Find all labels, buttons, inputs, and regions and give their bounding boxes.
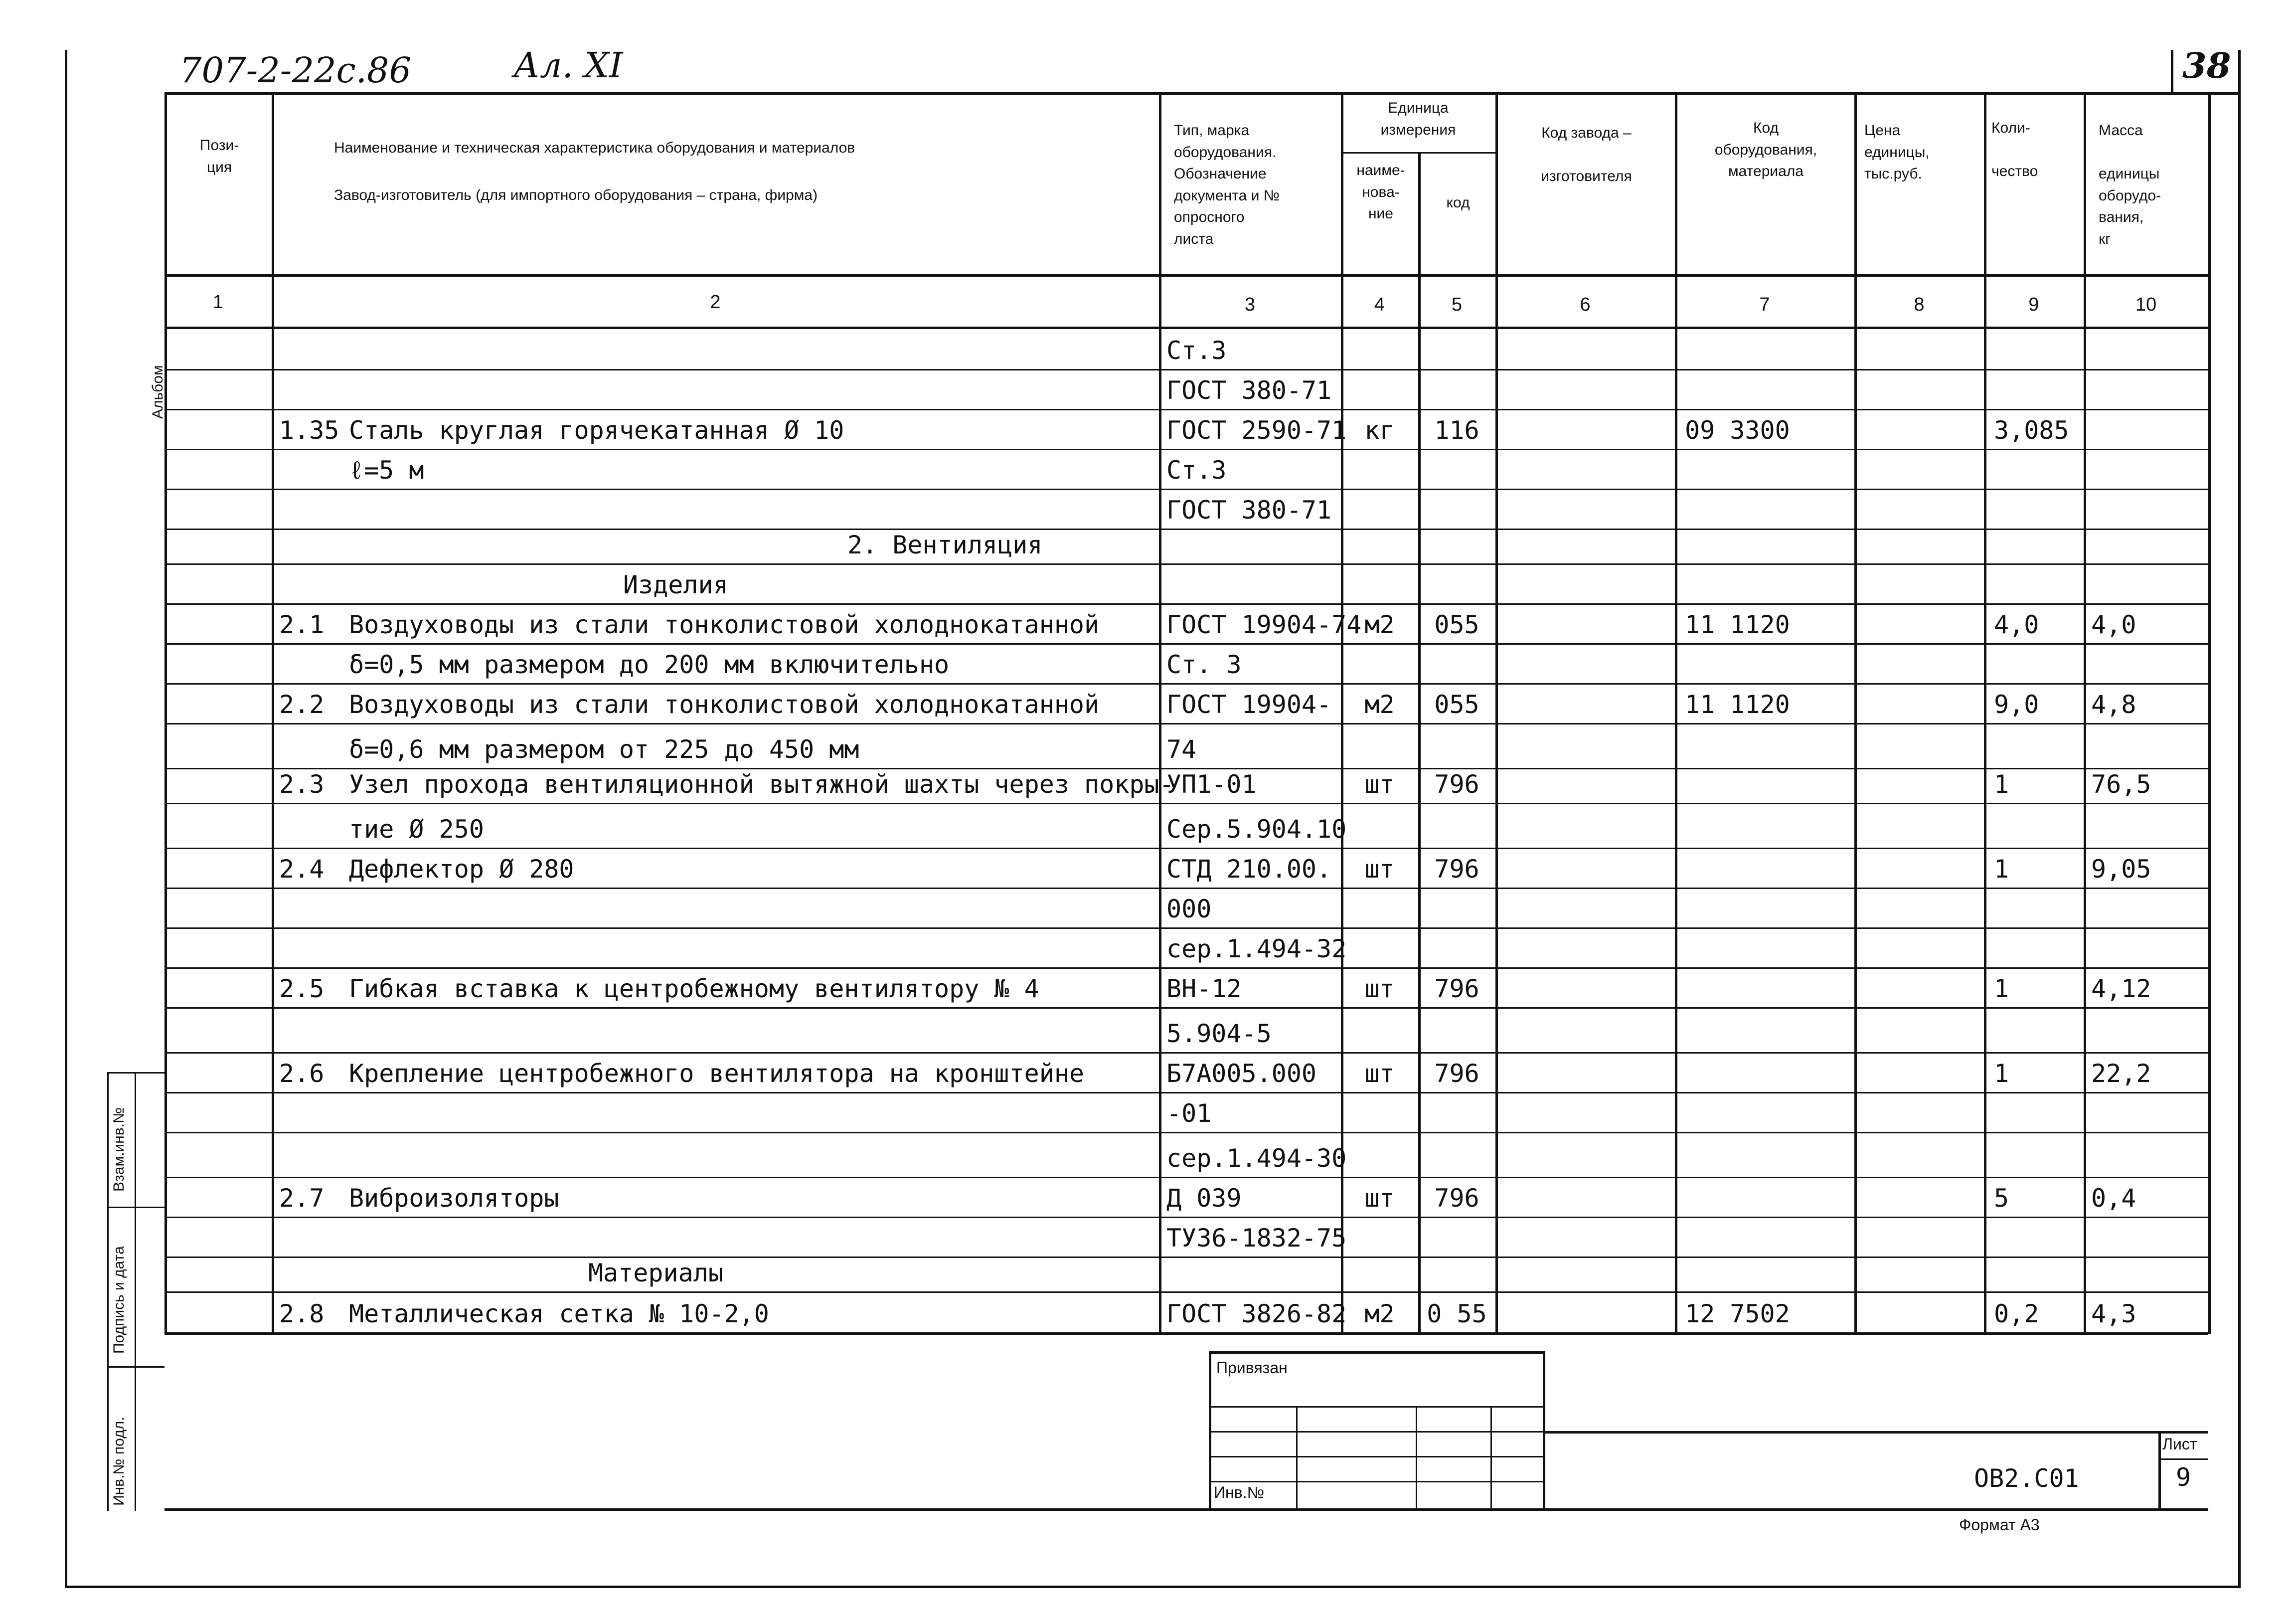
frame-bottom-line [65, 1586, 2241, 1588]
side-label-podpis: Подпись и дата [111, 1246, 127, 1354]
row-line [164, 1132, 2208, 1133]
row-14-mass: 9,05 [2091, 855, 2151, 884]
row-5-type: ГОСТ 380-71 [1166, 496, 1332, 525]
header-unit-name: наиме- нова- ние [1356, 162, 1405, 222]
column-number: 3 [1244, 294, 1256, 315]
row-12-mass: 76,5 [2091, 770, 2151, 799]
row-line [164, 603, 2208, 605]
row-line [164, 848, 2208, 849]
row-17-pos: 2.5 [279, 974, 325, 1003]
row-line [164, 563, 2208, 565]
row-22-qty: 5 [1994, 1184, 2009, 1213]
row-17-type: ВН-12 [1166, 974, 1242, 1003]
table-left-line [164, 92, 167, 1334]
column-number: 8 [1914, 294, 1925, 315]
row-10-mass: 4,8 [2091, 690, 2136, 719]
frame-top-line [164, 92, 2238, 95]
row-8-type: ГОСТ 19904-74 [1166, 610, 1362, 639]
row-18-type: 5.904-5 [1166, 1019, 1272, 1048]
column-number: 9 [2028, 294, 2039, 315]
stamp-row-line [1209, 1481, 1545, 1482]
row-12-type: УП1-01 [1166, 770, 1257, 799]
side-label-inv-podl: Инв.№ подл. [111, 1417, 127, 1506]
col-line-6 [1675, 92, 1677, 1334]
col-line-4 [1418, 152, 1421, 1334]
row-19-type: Б7А005.000 [1166, 1059, 1317, 1088]
list-box-divider [2158, 1458, 2208, 1460]
col-line-7 [1854, 92, 1857, 1334]
row-1-type: Ст.3 [1166, 336, 1227, 365]
stamp-col-line [1296, 1406, 1298, 1508]
row-16-type: сер.1.494-32 [1166, 934, 1347, 963]
page-number-divider [2171, 50, 2173, 92]
row-12-qty: 1 [1994, 770, 2009, 799]
colnum-bottom-line [164, 327, 2208, 329]
row-12-name: Узел прохода вентиляционной вытяжной шахты через покры- [349, 770, 1174, 799]
row-line [164, 1291, 2208, 1293]
row-19-code: 796 [1434, 1059, 1479, 1088]
row-8-unit: м2 [1364, 610, 1395, 639]
row-line [164, 683, 2208, 685]
row-8-code: 055 [1434, 610, 1479, 639]
row-12-unit: шт [1364, 770, 1395, 799]
row-line [164, 1052, 2208, 1054]
row-line [164, 1257, 2208, 1258]
row-19-unit: шт [1364, 1059, 1395, 1088]
row-line [164, 369, 2208, 370]
row-25-name: Металлическая сетка № 10-2,0 [349, 1299, 769, 1328]
row-22-pos: 2.7 [279, 1184, 325, 1213]
row-22-type: Д 039 [1166, 1184, 1242, 1213]
side-box-line [135, 1072, 136, 1511]
col-line-2 [1159, 92, 1161, 1334]
column-number: 7 [1759, 294, 1770, 315]
stamp-col-line [1490, 1406, 1492, 1508]
row-12-code: 796 [1434, 770, 1479, 799]
row-line [164, 1177, 2208, 1178]
row-10-qty: 9,0 [1994, 690, 2039, 719]
row-22-name: Виброизоляторы [349, 1184, 559, 1213]
column-number: 1 [212, 292, 224, 313]
stamp-left-line [1209, 1351, 1211, 1508]
table-bottom-line [164, 1332, 2208, 1335]
header-name-line1: Наименование и техническая характеристика оборудования и материалов [334, 140, 855, 156]
row-10-pos: 2.2 [279, 690, 325, 719]
side-box-divider [107, 1366, 164, 1368]
row-10-name: Воздуховоды из стали тонколистовой холоднокатанной [349, 690, 1100, 719]
row-14-qty: 1 [1994, 855, 2009, 884]
row-25-code: 0 55 [1427, 1299, 1487, 1328]
row-6-name: 2. Вентиляция [847, 531, 1043, 559]
row-line [164, 723, 2208, 724]
row-25-mat: 12 7502 [1685, 1299, 1790, 1328]
row-line [164, 927, 2208, 929]
row-line [164, 529, 2208, 530]
row-8-mat: 11 1120 [1685, 610, 1790, 639]
row-line [164, 803, 2208, 804]
row-22-mass: 0,4 [2091, 1184, 2136, 1213]
side-label-vzam: Взам.инв.№ [111, 1107, 127, 1192]
row-17-name: Гибкая вставка к центробежному вентилятору № 4 [349, 974, 1039, 1003]
row-22-unit: шт [1364, 1184, 1395, 1213]
row-4-name: ℓ=5 м [349, 456, 424, 485]
header-price: Цена единицы, тыс.руб. [1864, 122, 1930, 182]
row-line [164, 1092, 2208, 1093]
stamp-right-line [1543, 1351, 1545, 1508]
col-line-5 [1495, 92, 1498, 1334]
row-4-type: Ст.3 [1166, 456, 1227, 485]
row-11-type: 74 [1166, 735, 1197, 764]
row-3-code: 116 [1434, 416, 1479, 445]
stamp-top-line [1209, 1351, 1545, 1354]
header-position: Пози- ция [199, 137, 239, 176]
row-line [164, 1217, 2208, 1218]
stamp-col-line [1416, 1406, 1417, 1508]
side-label-album: Альбом [150, 365, 166, 419]
row-23-type: ТУ36-1832-75 [1166, 1224, 1347, 1253]
stamp-title-top-line [1543, 1431, 2208, 1434]
row-22-code: 796 [1434, 1184, 1479, 1213]
row-19-name: Крепление центробежного вентилятора на кронштейне [349, 1059, 1085, 1088]
table-right-line [2208, 92, 2211, 1334]
row-25-pos: 2.8 [279, 1299, 325, 1328]
page-number: 38 [2182, 45, 2231, 86]
frame-left-line [65, 50, 67, 1586]
stamp-row-line [1209, 1431, 1545, 1433]
row-14-pos: 2.4 [279, 855, 325, 884]
column-number: 6 [1580, 294, 1591, 315]
header-factory-code: Код завода – изготовителя [1541, 125, 1632, 184]
header-type: Тип, марка оборудования. Обозначение документа и № опросного листа [1174, 122, 1280, 247]
row-15-type: 000 [1166, 895, 1212, 923]
row-17-mass: 4,12 [2091, 974, 2151, 1003]
header-mass: Масса единицы оборудо- вания, кг [2099, 122, 2161, 247]
row-25-type: ГОСТ 3826-82 [1166, 1299, 1347, 1328]
row-line [164, 449, 2208, 450]
row-8-name: Воздуховоды из стали тонколистовой холоднокатанной [349, 610, 1100, 639]
row-14-code: 796 [1434, 855, 1479, 884]
row-10-unit: м2 [1364, 690, 1395, 719]
side-box-divider [107, 1207, 164, 1208]
row-line [164, 643, 2208, 645]
stamp-row-line [1209, 1456, 1545, 1457]
stamp-inv-label: Инв.№ [1214, 1483, 1264, 1501]
handwritten-doc-number: 707-2-22с.86 [179, 50, 412, 91]
row-line [164, 967, 2208, 969]
side-box-divider [107, 1072, 164, 1074]
row-19-pos: 2.6 [279, 1059, 325, 1088]
row-13-type: Сер.5.904.10 [1166, 815, 1347, 844]
header-unit-group: Единица измерения [1380, 100, 1456, 138]
row-3-pos: 1.35 [279, 416, 339, 445]
row-8-pos: 2.1 [279, 610, 325, 639]
header-material-code: Код оборудования, материала [1714, 120, 1817, 180]
column-number: 5 [1451, 294, 1463, 315]
row-line [164, 409, 2208, 410]
col-line-8 [1984, 92, 1986, 1334]
handwritten-album: Ал. XI [513, 45, 623, 86]
stamp-row-line [1209, 1406, 1545, 1408]
header-name-line2: Завод-изготовитель (для импортного оборудования – страна, фирма) [334, 187, 818, 203]
column-number: 2 [710, 292, 721, 313]
row-14-type: СТД 210.00. [1166, 855, 1332, 884]
column-number: 4 [1374, 294, 1385, 315]
row-13-name: тие Ø 250 [349, 815, 484, 844]
row-line [164, 888, 2208, 889]
list-number: 9 [2176, 1463, 2191, 1492]
unit-group-line [1341, 152, 1495, 154]
row-10-type: ГОСТ 19904- [1166, 690, 1332, 719]
header-bottom-line [164, 274, 2208, 277]
header-quantity: Коли- чество [1991, 120, 2038, 180]
row-line [164, 768, 2208, 769]
row-3-type: ГОСТ 2590-71 [1166, 416, 1347, 445]
row-3-name: Сталь круглая горячекатанная Ø 10 [349, 416, 844, 445]
row-11-name: δ=0,6 мм размером от 225 до 450 мм [349, 735, 859, 764]
row-25-unit: м2 [1364, 1299, 1395, 1328]
list-box-left [2158, 1431, 2161, 1508]
row-line [164, 1007, 2208, 1009]
row-25-mass: 4,3 [2091, 1299, 2136, 1328]
col-line-1 [272, 92, 274, 1334]
row-10-mat: 11 1120 [1685, 690, 1790, 719]
side-box-line [107, 1072, 109, 1511]
col-line-9 [2084, 92, 2086, 1334]
row-19-mass: 22,2 [2091, 1059, 2151, 1088]
row-3-mat: 09 3300 [1685, 416, 1790, 445]
format-label: Формат А3 [1959, 1516, 2040, 1534]
row-24-name: Материалы [588, 1259, 723, 1287]
row-21-type: сер.1.494-30 [1166, 1144, 1347, 1173]
row-7-name: Изделия [623, 570, 728, 599]
row-19-qty: 1 [1994, 1059, 2009, 1088]
row-9-type: Ст. 3 [1166, 650, 1242, 679]
row-10-code: 055 [1434, 690, 1479, 719]
header-unit-code: код [1446, 194, 1470, 211]
row-12-pos: 2.3 [279, 770, 325, 799]
row-9-name: δ=0,5 мм размером до 200 мм включительно [349, 650, 950, 679]
frame-right-line [2238, 50, 2241, 1586]
row-14-name: Дефлектор Ø 280 [349, 855, 574, 884]
row-14-unit: шт [1364, 855, 1395, 884]
row-8-qty: 4,0 [1994, 610, 2039, 639]
row-25-qty: 0,2 [1994, 1299, 2039, 1328]
row-8-mass: 4,0 [2091, 610, 2136, 639]
row-17-unit: шт [1364, 974, 1395, 1003]
list-label: Лист [2162, 1435, 2197, 1453]
row-17-qty: 1 [1994, 974, 2009, 1003]
row-2-type: ГОСТ 380-71 [1166, 376, 1332, 405]
row-20-type: -01 [1166, 1099, 1212, 1128]
row-line [164, 489, 2208, 490]
document-code: ОВ2.С01 [1974, 1464, 2079, 1493]
row-17-code: 796 [1434, 974, 1479, 1003]
row-3-qty: 3,085 [1994, 416, 2069, 445]
stamp-privyazan: Привязан [1216, 1359, 1288, 1377]
column-number: 10 [2135, 294, 2157, 315]
row-3-unit: кг [1364, 416, 1395, 445]
stamp-bottom-line [164, 1508, 2208, 1511]
